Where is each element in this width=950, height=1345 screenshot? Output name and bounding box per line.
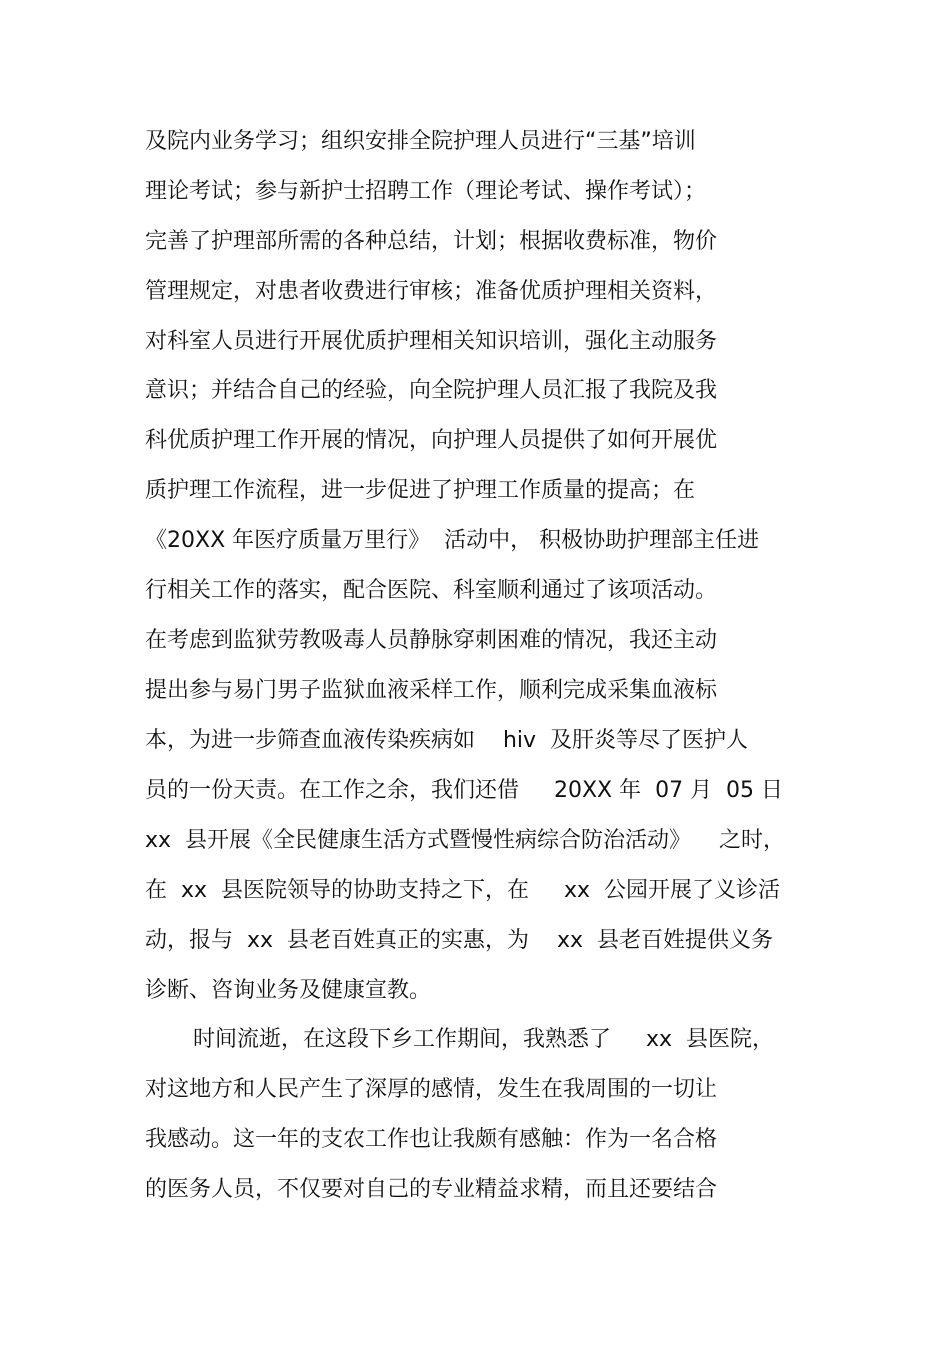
text-line: 行相关工作的落实，配合医院、科室顺利通过了该项活动。 [145, 578, 718, 603]
text-line: 质护理工作流程，进一步促进了护理工作质量的提高；在 [145, 478, 696, 503]
text-line: 理论考试；参与新护士招聘工作（理论考试、操作考试）； [145, 179, 707, 204]
text-line: xx 县开展《全民健康生活方式暨慢性病综合防治活动》 之时， [145, 828, 786, 853]
text-line: 意识；并结合自己的经验，向全院护理人员汇报了我院及我 [145, 378, 718, 403]
text-line: 的医务人员，不仅要对自己的专业精益求精，而且还要结合 [145, 1177, 718, 1202]
text-line: 科优质护理工作开展的情况，向护理人员提供了如何开展优 [145, 428, 718, 453]
text-line: 对这地方和人民产生了深厚的感情，发生在我周围的一切让 [145, 1077, 718, 1102]
text-line: 在考虑到监狱劳教吸毒人员静脉穿刺困难的情况，我还主动 [145, 628, 718, 653]
text-line: 在 xx 县医院领导的协助支持之下，在 xx 公园开展了义诊活 [145, 878, 781, 903]
text-line: 员的一份天责。在工作之余，我们还借 20XX 年 07 月 05 日 [145, 778, 784, 803]
text-line: 完善了护理部所需的各种总结，计划；根据收费标准，物价 [145, 229, 718, 254]
text-line: 动，报与 xx 县老百姓真正的实惠，为 xx 县老百姓提供义务 [145, 928, 774, 953]
paragraph-first-line: 时间流逝，在这段下乡工作期间，我熟悉了 xx 县医院， [193, 1027, 774, 1052]
text-line: 提出参与易门男子监狱血液采样工作，顺利完成采集血液标 [145, 678, 718, 703]
text-line: 及院内业务学习；组织安排全院护理人员进行“三基”培训 [145, 129, 696, 154]
text-line: 本，为进一步筛查血液传染疾病如 hiv 及肝炎等尽了医护人 [145, 728, 749, 753]
text-line: 《20XX 年医疗质量万里行》 活动中， 积极协助护理部主任进 [145, 528, 760, 553]
text-line: 我感动。这一年的支农工作也让我颇有感触：作为一名合格 [145, 1127, 718, 1152]
text-line: 对科室人员进行开展优质护理相关知识培训，强化主动服务 [145, 329, 718, 354]
text-line: 诊断、咨询业务及健康宣教。 [145, 978, 432, 1003]
text-line: 管理规定，对患者收费进行审核；准备优质护理相关资料， [145, 279, 718, 304]
